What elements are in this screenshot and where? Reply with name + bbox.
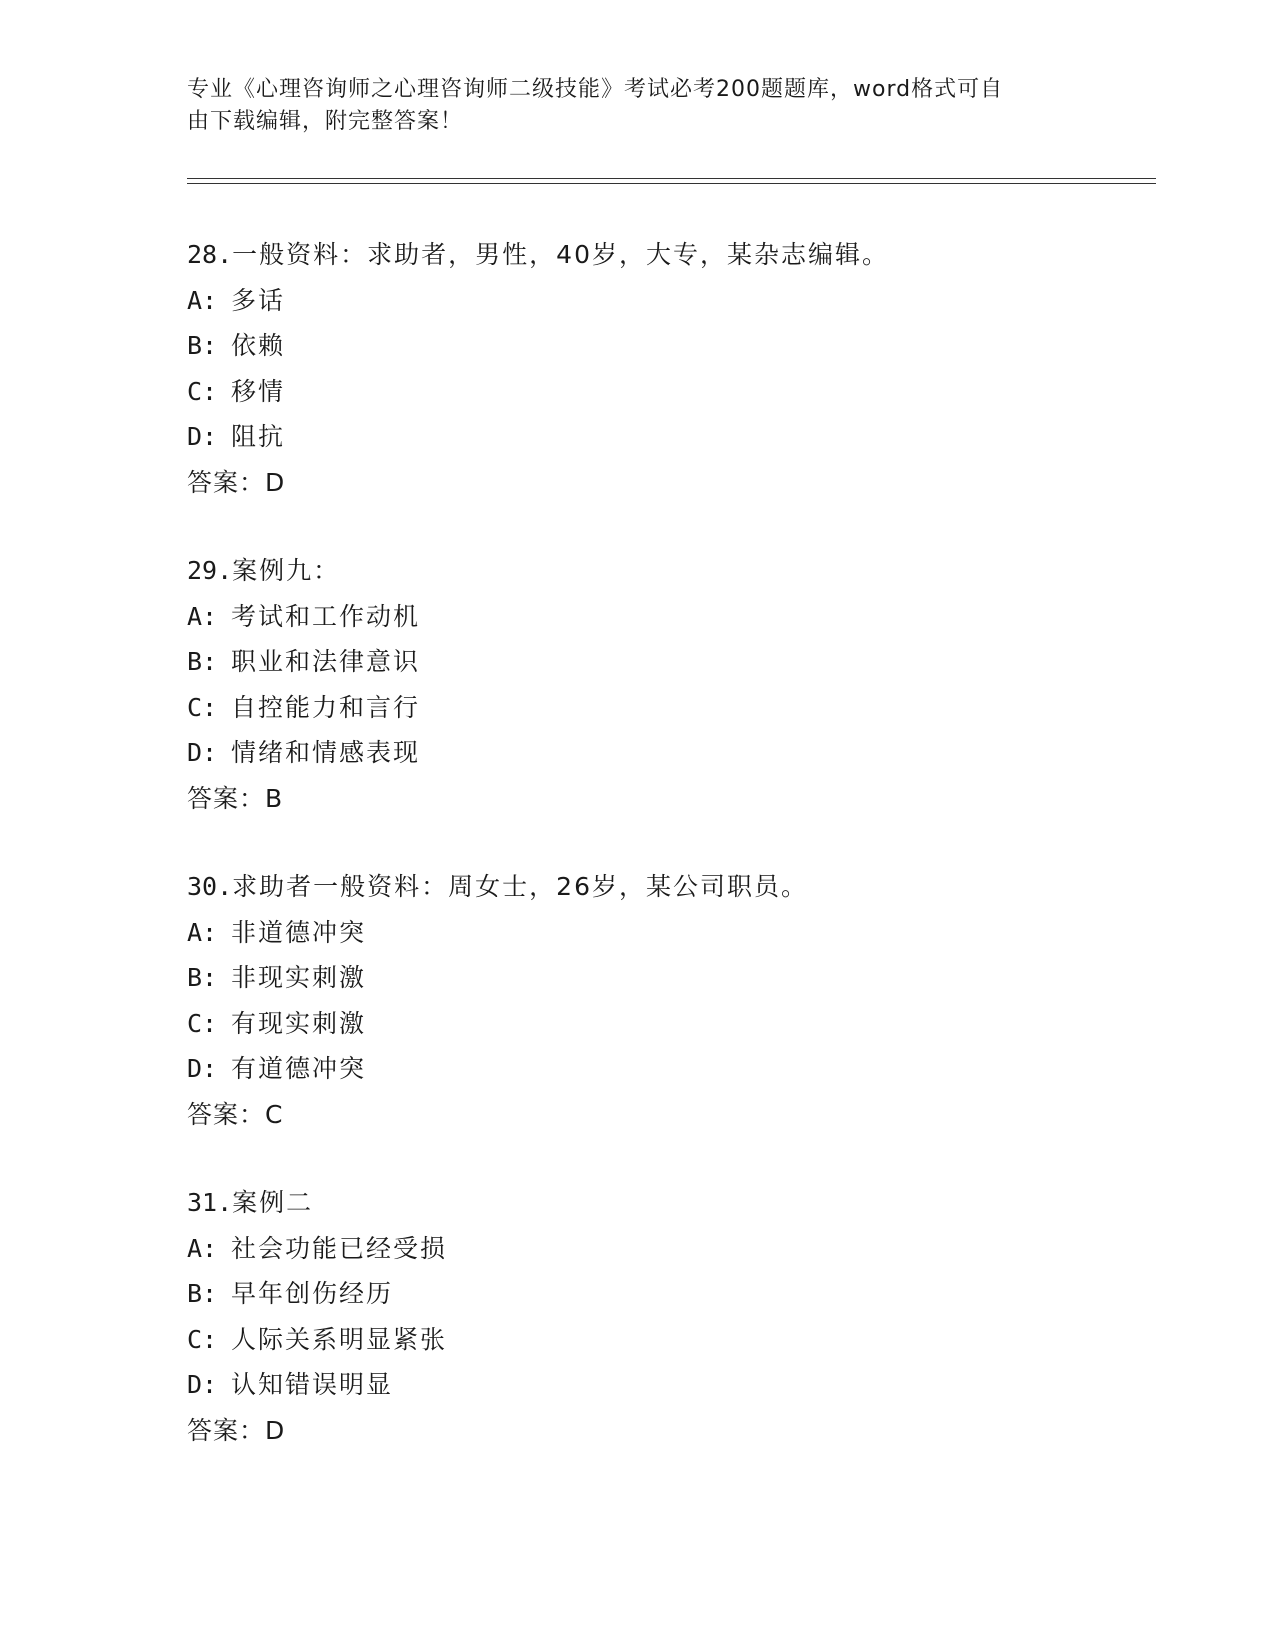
answer-line [187,1092,1147,1138]
option-label: C: [187,692,218,722]
option-text: 自控能力和言行 [231,692,421,722]
option-text: 职业和法律意识 [231,647,421,676]
question-28 [187,232,1147,505]
option-label: A: [187,285,218,315]
option-label: D: [187,422,218,451]
option-text: 考试和工作动机 [231,601,421,631]
option-c [187,1001,1147,1047]
question-stem [187,864,1147,910]
option-label: B: [187,331,218,360]
question-stem-text: 案例九： [232,556,341,585]
option-d [187,1362,1147,1408]
question-31 [187,1180,1147,1453]
option-b [187,639,1147,685]
option-a [187,278,1147,324]
option-b [187,955,1147,1001]
option-text: 非现实刺激 [231,963,367,992]
option-b [187,323,1147,369]
answer-label: 答案： [187,1099,266,1129]
option-label: B: [187,963,218,992]
option-label: C: [187,376,218,406]
option-b [187,1271,1147,1317]
header-line-1: 专业《心理咨询师之心理咨询师二级技能》考试必考200题题库，word格式可自 [187,77,1004,102]
answer-value: D [265,467,285,497]
question-number: 30. [187,872,233,901]
option-text: 社会功能已经受损 [231,1233,448,1263]
answer-label: 答案： [187,783,266,813]
question-number: 31. [187,1188,233,1217]
answer-value: C [265,1099,283,1129]
option-text: 人际关系明显紧张 [231,1324,448,1354]
option-text: 有现实刺激 [231,1008,367,1038]
option-label: D: [187,1370,218,1399]
header-divider-bottom [187,183,1156,184]
question-number: 28. [187,240,233,269]
question-29 [187,548,1147,821]
option-label: A: [187,917,218,947]
question-stem-text: 案例二 [232,1188,314,1217]
question-stem [187,548,1147,594]
question-number: 29. [187,556,233,585]
question-stem [187,232,1147,278]
answer-label: 答案： [187,467,266,497]
question-30 [187,864,1147,1137]
question-stem [187,1180,1147,1226]
answer-line [187,460,1147,506]
header-divider-top [187,178,1156,179]
option-c [187,369,1147,415]
option-label: C: [187,1008,218,1038]
answer-line [187,776,1147,822]
option-text: 移情 [231,376,286,406]
question-stem-text: 求助者一般资料：周女士，26岁，某公司职员。 [232,872,808,901]
option-a [187,910,1147,956]
option-d [187,730,1147,776]
option-text: 认知错误明显 [231,1370,394,1399]
answer-value: D [265,1415,285,1445]
option-label: A: [187,1233,218,1263]
option-label: B: [187,647,218,676]
option-c [187,685,1147,731]
question-stem-text: 一般资料：求助者，男性，40岁，大专，某杂志编辑。 [232,240,889,269]
option-text: 依赖 [231,331,286,360]
option-label: D: [187,1054,218,1083]
option-label: B: [187,1279,218,1308]
option-a [187,594,1147,640]
option-text: 早年创伤经历 [231,1279,394,1308]
option-label: D: [187,738,218,767]
option-text: 阻抗 [231,422,286,451]
option-a [187,1226,1147,1272]
answer-value: B [265,783,283,813]
option-label: A: [187,601,218,631]
document-header [187,74,1067,138]
option-d [187,1046,1147,1092]
option-d [187,414,1147,460]
option-label: C: [187,1324,218,1354]
option-c [187,1317,1147,1363]
option-text: 非道德冲突 [231,917,367,947]
header-line-2: 由下载编辑，附完整答案！ [187,109,464,134]
answer-line [187,1408,1147,1454]
option-text: 多话 [231,285,286,315]
option-text: 情绪和情感表现 [231,738,421,767]
answer-label: 答案： [187,1415,266,1445]
option-text: 有道德冲突 [231,1054,367,1083]
